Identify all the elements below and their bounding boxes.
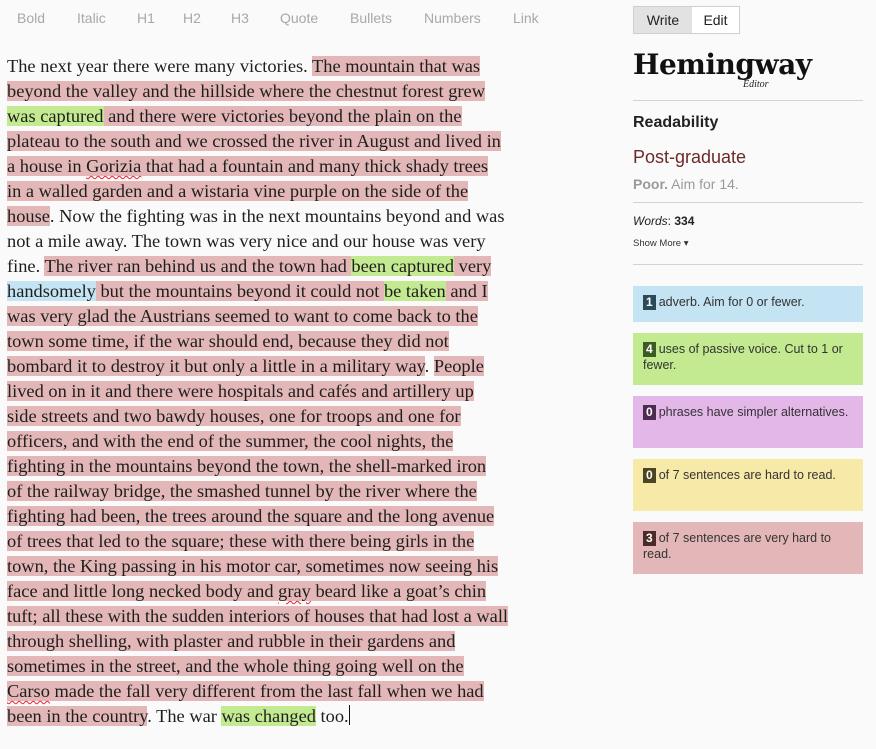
plain-text: too. <box>315 706 349 726</box>
text-editor[interactable] <box>7 54 607 729</box>
words-label: Words <box>633 214 668 228</box>
editor-line <box>7 179 607 204</box>
divider <box>633 202 863 203</box>
very-hard-highlight: The mountain that was <box>312 56 481 76</box>
simpler-count: 0 <box>643 405 656 420</box>
very-hard-highlight: plateau to the south and we crossed the river in August and lived in <box>7 131 501 151</box>
passive-text: uses of passive voice. Cut to 1 or fewer. <box>643 342 843 372</box>
editor-line <box>7 529 607 554</box>
bullets-button[interactable]: Bullets <box>350 10 393 26</box>
passive-voice-highlight: was captured <box>7 106 104 126</box>
very-hard-highlight: made the fall very different from the last fall when we had <box>49 681 484 701</box>
very-hard-highlight: beard like a goat’s chin <box>310 581 487 601</box>
editor-line <box>7 554 607 579</box>
simpler-phrases-card[interactable] <box>633 396 863 448</box>
plain-text: not a mile away. The town was very nice and our house was very <box>7 231 486 251</box>
editor-line <box>7 279 607 304</box>
editor-line <box>7 254 607 279</box>
very-hard-highlight: but the mountains beyond it could not <box>95 281 384 301</box>
very-hard-highlight: bombard it to destroy it but only a little in a military way <box>7 356 425 376</box>
very-hard-highlight: fighting had been, the trees around the square and the long avenue <box>7 506 495 526</box>
very-hard-highlight: house <box>7 206 50 226</box>
editor-line <box>7 504 607 529</box>
very-hard-text: of 7 sentences are very hard to read. <box>643 531 832 561</box>
very-hard-highlight: town, the King passing in his motor car, sometimes now seeing his <box>7 556 499 576</box>
divider <box>633 100 863 101</box>
numbers-button[interactable]: Numbers <box>424 10 481 26</box>
editor-line <box>7 654 607 679</box>
editor-line <box>7 429 607 454</box>
hard-count: 0 <box>643 468 656 483</box>
very-hard-highlight: fighting in the mountains beyond the town, the shell-marked iron <box>7 456 487 476</box>
very-hard-highlight: a house in <box>7 156 87 176</box>
very-hard-highlight: in a walled garden and a wistaria vine purple on the side of the <box>7 181 469 201</box>
text-cursor <box>349 705 350 725</box>
words-count: 334 <box>674 214 695 228</box>
editor-line <box>7 329 607 354</box>
very-hard-highlight: town some time, if the war should end, because they did not <box>7 331 449 351</box>
very-hard-highlight: been in the country <box>7 706 148 726</box>
very-hard-highlight: The river ran behind us and the town had <box>44 256 352 276</box>
very-hard-highlight: of trees that led to the square; these with there being girls in the <box>7 531 475 551</box>
editor-line <box>7 54 607 79</box>
editor-line <box>7 354 607 379</box>
mode-toggle <box>633 6 740 34</box>
editor-line <box>7 104 607 129</box>
plain-text: The next year there were many victories. <box>7 56 313 76</box>
very-hard-sentences-card[interactable] <box>633 522 863 574</box>
editor-line <box>7 304 607 329</box>
adverb-highlight: handsomely <box>7 281 96 301</box>
editor-line <box>7 129 607 154</box>
write-mode-button[interactable]: Write <box>634 7 692 33</box>
very-hard-highlight: very <box>454 256 492 276</box>
italic-button[interactable]: Italic <box>77 10 106 26</box>
plain-text: . Now the fighting was in the next mountains beyond and was <box>49 206 505 226</box>
very-hard-highlight: and there were victories beyond the plain on the <box>103 106 462 126</box>
very-hard-highlight: Carso <box>7 681 50 701</box>
editor-line <box>7 704 607 729</box>
show-more-toggle[interactable] <box>633 238 688 249</box>
editor-line <box>7 679 607 704</box>
passive-voice-highlight: been captured <box>351 256 455 276</box>
editor-line <box>7 579 607 604</box>
plain-text: . The war <box>147 706 222 726</box>
readability-aim: Aim for 14. <box>668 176 739 192</box>
editor-line <box>7 604 607 629</box>
editor-line <box>7 79 607 104</box>
divider <box>633 264 863 265</box>
very-hard-highlight: that had a fountain and many thick shady trees <box>141 156 489 176</box>
readability-note <box>633 176 739 192</box>
editor-line <box>7 629 607 654</box>
very-hard-highlight: gray <box>278 581 311 601</box>
editor-line <box>7 229 607 254</box>
hard-sentences-card[interactable] <box>633 459 863 511</box>
passive-voice-card[interactable] <box>633 333 863 385</box>
very-hard-highlight: face and little long necked body and <box>7 581 279 601</box>
logo-subtitle: Editor <box>743 79 769 90</box>
very-hard-highlight: beyond the valley and the hillside where the chestnut forest grew <box>7 81 486 101</box>
very-hard-highlight: lived on in it and there were hospitals and cafés and artillery up <box>7 381 474 401</box>
very-hard-highlight: and I <box>445 281 488 301</box>
edit-mode-button[interactable]: Edit <box>703 12 728 28</box>
bold-button[interactable]: Bold <box>17 10 46 26</box>
very-hard-highlight: tuft; all these with the sudden interiors of houses that had lost a wall <box>7 606 509 626</box>
very-hard-highlight: officers, and with the end of the summer, the cool nights, the <box>7 431 454 451</box>
adverb-text: adverb. Aim for 0 or fewer. <box>658 295 805 309</box>
very-hard-highlight: sometimes in the street, and the whole thing going well on the <box>7 656 464 676</box>
very-hard-highlight: People <box>433 356 484 376</box>
adverb-count: 1 <box>643 295 656 310</box>
h3-button[interactable]: H3 <box>231 10 249 26</box>
hard-text: of 7 sentences are hard to read. <box>658 468 836 482</box>
very-hard-highlight: of the railway bridge, the smashed tunnel by the river where the <box>7 481 477 501</box>
adverb-card[interactable] <box>633 286 863 322</box>
readability-grade: Post-graduate <box>633 147 747 167</box>
show-more-label: Show More <box>633 238 682 249</box>
simpler-text: phrases have simpler alternatives. <box>658 405 849 419</box>
editor-line <box>7 204 607 229</box>
very-hard-highlight: side streets and two bawdy houses, one for troops and one for <box>7 406 461 426</box>
formatting-toolbar <box>0 0 600 36</box>
plain-text: fine. <box>7 256 45 276</box>
editor-line <box>7 454 607 479</box>
passive-count: 4 <box>643 342 656 357</box>
editor-line <box>7 154 607 179</box>
readability-heading: Readability <box>633 114 719 131</box>
editor-line <box>7 479 607 504</box>
quote-button[interactable]: Quote <box>280 10 319 26</box>
very-hard-highlight: through shelling, with plaster and rubble in their gardens and <box>7 631 456 651</box>
editor-line <box>7 404 607 429</box>
plain-text: . <box>424 356 434 376</box>
h1-button[interactable]: H1 <box>137 10 155 26</box>
readability-rating: Poor. <box>633 176 669 192</box>
word-count: Words: 334 <box>633 214 695 228</box>
h2-button[interactable]: H2 <box>183 10 201 26</box>
very-hard-highlight: Gorizia <box>86 156 142 176</box>
very-hard-highlight: was very glad the Austrians seemed to want to come back to the <box>7 306 478 326</box>
very-hard-count: 3 <box>643 531 656 546</box>
hemingway-logo: Hemingway <box>633 48 812 81</box>
passive-voice-highlight: was changed <box>221 706 316 726</box>
link-button[interactable]: Link <box>513 10 539 26</box>
editor-line <box>7 379 607 404</box>
caret-down-icon: ▾ <box>683 238 689 249</box>
passive-voice-highlight: be taken <box>383 281 446 301</box>
